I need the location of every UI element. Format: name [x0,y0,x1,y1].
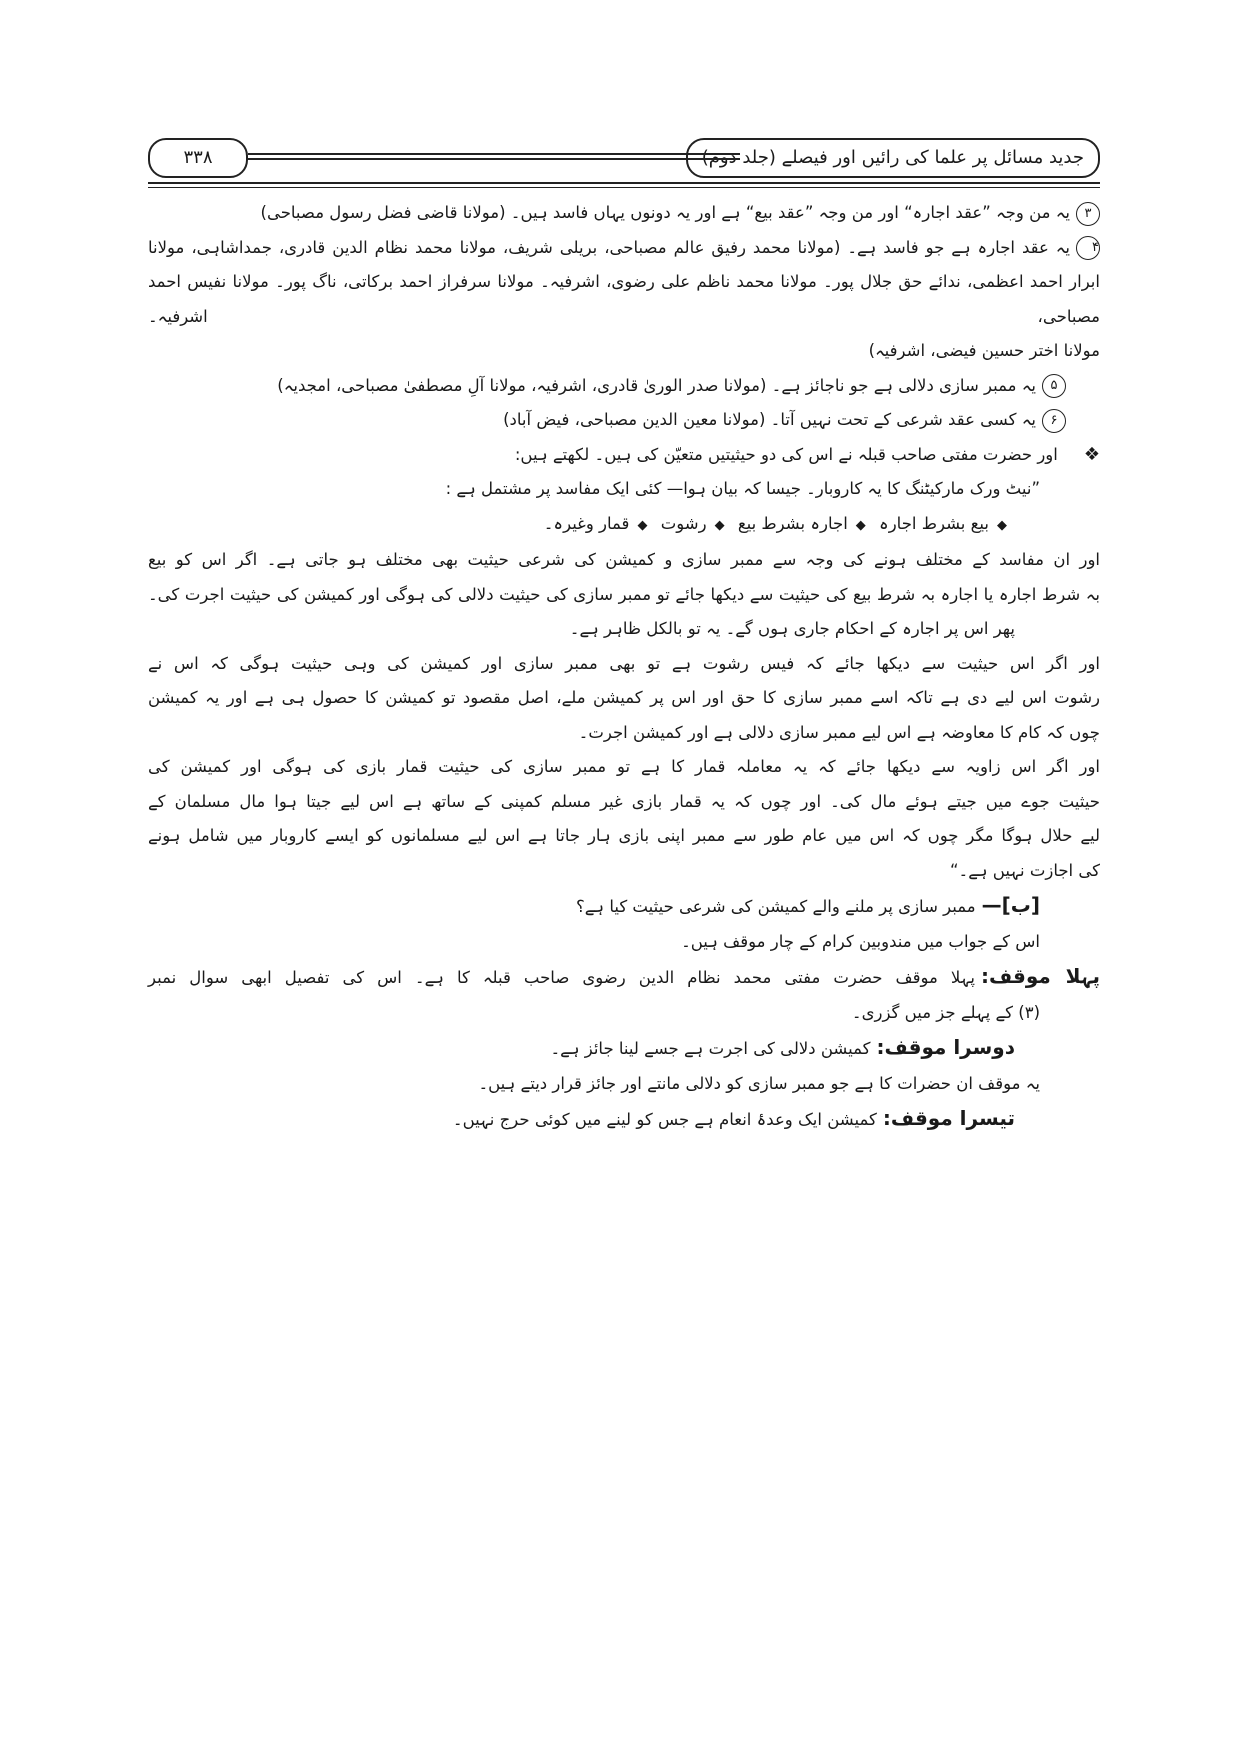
diamond-icon: ◆ [855,517,866,533]
mauqif-heading: دوسرا موقف: [876,1035,1015,1059]
mauqif-heading: پہلا موقف: [980,964,1100,988]
para1-line: بہ شرط اجارہ یا اجارہ بہ شرط بیع کی حیثیت سے دیکھا جائے تو ممبر سازی کی حیثیت دلالی کی ہوگی اور کمیشن کی حیثیت اجرت کی۔ [148,584,1100,604]
running-header [148,138,1100,180]
circled-number: ۳ [1076,202,1100,226]
item-4-line-2: ابرار احمد اعظمی، ندائے حق جلال پور۔ مولانا محمد ناظم علی رضوی، اشرفیہ۔ مولانا سرفراز احمد برکاتی، ناگ پور۔ مولانا نفیس احمد مصباحی، اشرفیہ۔ [148,272,1100,326]
book-title: جدید مسائل پر علما کی رائیں اور فیصلے (جلد دوم) [686,138,1100,178]
diamond-icon: ◆ [637,517,648,533]
para4-line: اور اگر اس زاویہ سے دیکھا جائے کہ یہ معاملہ قمار کا ہے تو ممبر سازی کی حیثیت قمار بازی کی ہوگی اور کمیشن کی [148,757,1100,776]
question-b: [ب]—ممبر سازی پر ملنے والے کمیشن کی شرعی حیثیت کیا ہے؟ [575,893,1040,917]
bullet-line: ❖اور حضرت مفتی صاحب قبلہ نے اس کی دو حیثیتیں متعیّن کی ہیں۔ لکھتے ہیں: [514,443,1100,465]
para4-line: کی اجازت نہیں ہے۔“ [949,860,1100,880]
para2: پھر اس پر اجارہ کے احکام جاری ہوں گے۔ یہ تو بالکل ظاہر ہے۔ [569,619,1015,638]
para4-line: حیثیت جوے میں جیتے ہوئے مال کی۔ اور چوں کہ یہ قمار بازی غیر مسلم کمپنی کے ساتھ ہے اس لیے جیتا ہوا مال مسلمان کے [148,791,1100,811]
diamond-icon: ◆ [714,517,725,533]
circled-number: ۵ [1042,374,1066,398]
quote-line: ”نیٹ ورک مارکیٹنگ کا یہ کاروبار۔ جیسا کہ بیان ہوا— کئی ایک مفاسد پر مشتمل ہے : [445,479,1040,498]
item-5: ۵یہ ممبر سازی دلالی ہے جو ناجائز ہے۔ (مولانا صدر الوریٰ قادری، اشرفیہ، مولانا آلِ مصطفیٰ مصباحی، امجدیہ) [148,369,1066,404]
bullet-icon: ❖ [1083,443,1100,465]
circled-number: ۴ [1076,236,1100,260]
item-3: ۳یہ من وجہ ”عقد اجارہ“ اور من وجہ ”عقد بیع“ ہے اور یہ دونوں یہاں فاسد ہیں۔ (مولانا قاضی فضل رسول مصباحی) [148,196,1100,231]
mauqif-2-line-2: یہ موقف ان حضرات کا ہے جو ممبر سازی کو دلالی مانتے اور جائز قرار دیتے ہیں۔ [478,1073,1040,1093]
mauqif-1-line-2: (۳) کے پہلے جز میں گزری۔ [851,1002,1040,1022]
circled-number: ۶ [1042,409,1066,433]
para3-line: اور اگر اس حیثیت سے دیکھا جائے کہ فیس رشوت ہے تو بھی ممبر سازی اور کمیشن کی وہی حیثیت ہوگی کہ اس نے [148,653,1100,673]
item-4: ۴یہ عقد اجارہ ہے جو فاسد ہے۔ (مولانا محمد رفیق عالم مصباحی، بریلی شریف، مولانا محمد نظام الدین قادری، جمداشاہی، مولانا [148,231,1100,266]
item-6: ۶یہ کسی عقد شرعی کے تحت نہیں آتا۔ (مولانا معین الدین مصباحی، فیض آباد) [148,403,1066,438]
para4-line: لیے حلال ہوگا مگر چوں کہ اس میں عام طور سے ممبر اپنی بازی ہار جاتا ہے اس لیے مسلمانوں کو ایسے کاروبار میں شامل ہونے [148,826,1100,845]
para3-line: رشوت اس لیے دی ہے تاکہ اسے ممبر سازی کا حق اور اس پر کمیشن ملے، اصل مقصود تو کمیشن کا حصول ہی ہے اور یہ کمیشن [148,688,1100,707]
diamond-icon: ◆ [997,517,1007,533]
page-number: ۳۳۸ [148,138,248,178]
mauqif-3: تیسرا موقف:کمیشن ایک وعدۂ انعام ہے جس کو لینے میں کوئی حرج نہیں۔ [452,1106,1015,1130]
mauqif-heading: تیسرا موقف: [882,1106,1015,1130]
para1-line: اور ان مفاسد کے مختلف ہونے کی وجہ سے ممبر سازی و کمیشن کی شرعی حیثیت بھی مختلف ہو جاتی ہے۔ اگر اس کو بیع [148,550,1100,569]
mafasid-list: ◆بیع بشرط اجارہ ◆اجارہ بشرط بیع ◆رشوت ◆قمار وغیرہ۔ [543,513,1007,533]
mauqif-2: دوسرا موقف:کمیشن دلالی کی اجرت ہے جسے لینا جائز ہے۔ [550,1035,1015,1059]
para3-line: چوں کہ کام کا معاوضہ ہے اس لیے ممبر سازی دلالی ہے اور کمیشن اجرت۔ [578,722,1100,742]
item-4-line-3: مولانا اختر حسین فیضی، اشرفیہ) [868,341,1100,360]
answer-intro: اس کے جواب میں مندوبین کرام کے چار موقف ہیں۔ [681,931,1040,951]
document-page [148,138,1100,1138]
question-label: [ب]— [981,893,1040,917]
mauqif-1: پہلا موقف:پہلا موقف حضرت مفتی محمد نظام الدین رضوی صاحب قبلہ کا ہے۔ اس کی تفصیل ابھی سوال نمبر [148,964,1100,988]
header-divider [248,153,740,160]
header-rule [148,182,1100,188]
